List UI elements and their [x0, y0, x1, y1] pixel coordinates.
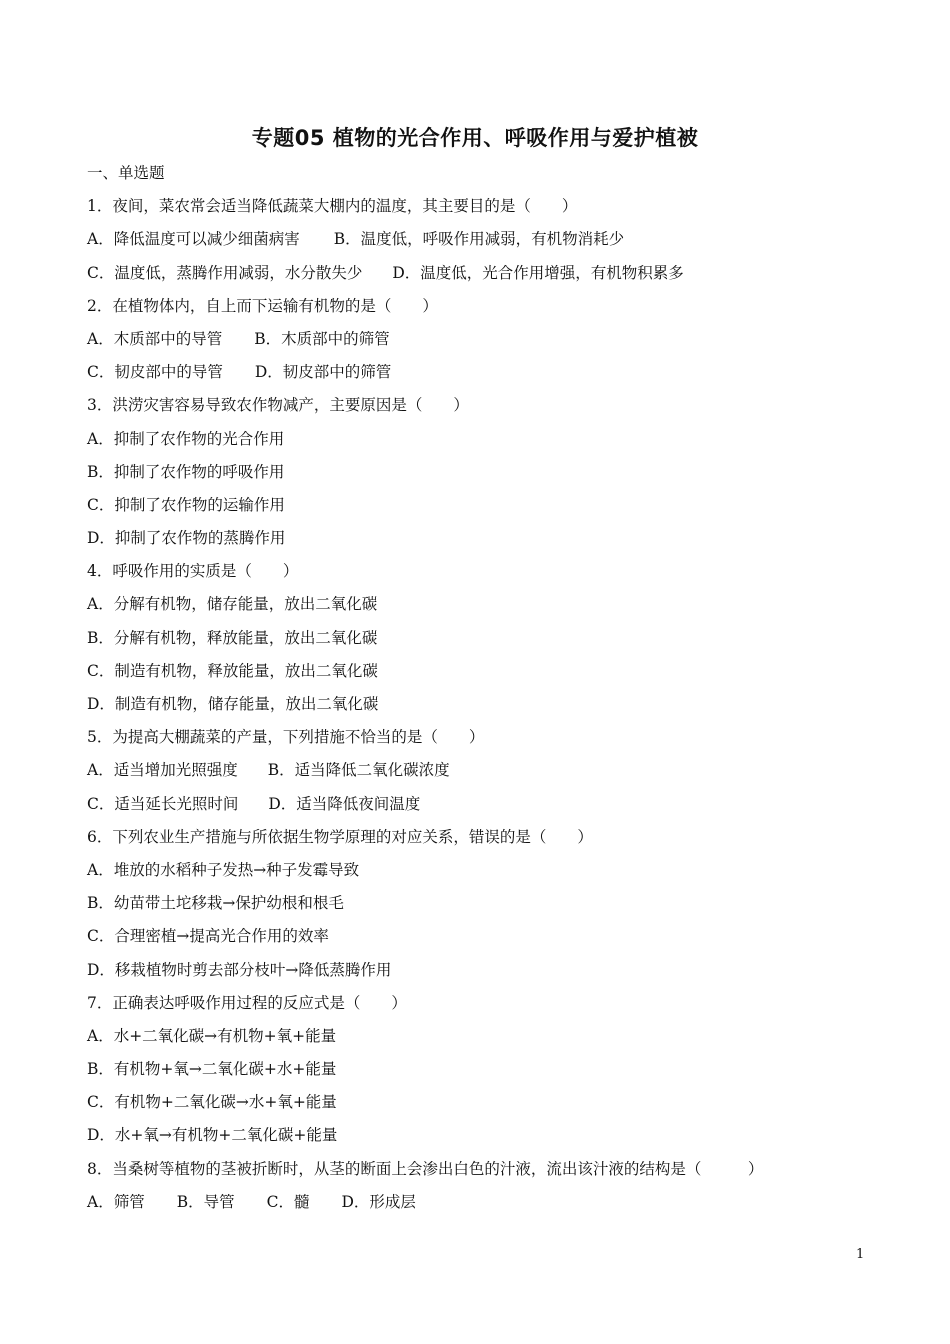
question-stem-7: 7．正确表达呼吸作用过程的反应式是（ ） — [87, 993, 407, 1012]
option-d: D．抑制了农作物的蒸腾作用 — [87, 529, 286, 548]
question-stem-2: 2．在植物体内，自上而下运输有机物的是（ ） — [87, 296, 438, 315]
option-row — [87, 257, 887, 290]
option-a: A．分解有机物，储存能量，放出二氧化碳 — [87, 595, 378, 614]
option-c: C．制造有机物，释放能量，放出二氧化碳 — [87, 661, 378, 680]
option-a: A．适当增加光照强度 — [87, 761, 238, 780]
option-a: A．堆放的水稻种子发热→种子发霉导致 — [87, 860, 360, 879]
option-row — [87, 788, 887, 821]
option-a: A．木质部中的导管 — [87, 329, 223, 348]
option-b: B．有机物+氧→二氧化碳+水+能量 — [87, 1060, 337, 1079]
option-c: C．髓 — [266, 1192, 310, 1211]
option-row — [87, 1186, 887, 1219]
option-c: C．韧皮部中的导管 — [87, 363, 223, 382]
option-row — [87, 754, 887, 787]
option-row — [87, 356, 887, 389]
option-a: A．降低温度可以减少细菌病害 — [87, 230, 300, 249]
option-d: D．制造有机物，储存能量，放出二氧化碳 — [87, 695, 379, 713]
page-number: 1 — [856, 1247, 865, 1262]
option-a: A．水+二氧化碳→有机物+氧+能量 — [87, 1026, 337, 1045]
option-a: A．抑制了农作物的光合作用 — [87, 429, 285, 448]
option-row — [87, 223, 887, 256]
option-c: C．抑制了农作物的运输作用 — [87, 495, 285, 514]
option-b: B．幼苗带土坨移栽→保护幼根和根毛 — [87, 894, 344, 913]
option-c: C．有机物+二氧化碳→水+氧+能量 — [87, 1093, 337, 1112]
page-title: 专题05 植物的光合作用、呼吸作用与爱护植被 — [251, 126, 699, 150]
question-stem-5: 5．为提高大棚蔬菜的产量，下列措施不恰当的是（ ） — [87, 728, 485, 747]
option-a: A．筛管 — [87, 1192, 145, 1211]
option-d: D．温度低，光合作用增强，有机物积累多 — [392, 263, 684, 282]
question-stem-3: 3．洪涝灾害容易导致农作物减产，主要原因是（ ） — [87, 396, 469, 415]
option-b: B．温度低，呼吸作用减弱，有机物消耗少 — [333, 230, 625, 249]
question-stem-6: 6．下列农业生产措施与所依据生物学原理的对应关系，错误的是（ ） — [87, 827, 593, 846]
option-b: B．分解有机物，释放能量，放出二氧化碳 — [87, 628, 378, 647]
option-d: D．形成层 — [341, 1192, 416, 1211]
question-stem-1: 1．夜间，菜农常会适当降低蔬菜大棚内的温度，其主要目的是（ ） — [87, 197, 578, 216]
option-c: C．合理密植→提高光合作用的效率 — [87, 927, 329, 946]
option-d: D．韧皮部中的筛管 — [254, 363, 392, 382]
option-c: C．温度低，蒸腾作用减弱，水分散失少 — [87, 263, 363, 282]
section-heading: 一、单选题 — [87, 164, 165, 182]
option-d: D．移栽植物时剪去部分枝叶→降低蒸腾作用 — [87, 960, 392, 979]
option-b: B．抑制了农作物的呼吸作用 — [87, 462, 285, 481]
question-list — [87, 157, 887, 1219]
option-b: B．木质部中的筛管 — [254, 329, 390, 348]
question-stem-4: 4．呼吸作用的实质是（ ） — [87, 562, 299, 581]
option-d: D．适当降低夜间温度 — [268, 794, 421, 813]
option-d: D．水+氧→有机物+二氧化碳+能量 — [87, 1126, 338, 1145]
option-c: C．适当延长光照时间 — [87, 794, 239, 813]
option-b: B．适当降低二氧化碳浓度 — [267, 761, 450, 780]
option-b: B．导管 — [176, 1192, 235, 1211]
question-stem-8: 8．当桑树等植物的茎被折断时，从茎的断面上会渗出白色的汁液，流出该汁液的结构是（ ） — [87, 1159, 764, 1178]
option-row — [87, 323, 887, 356]
